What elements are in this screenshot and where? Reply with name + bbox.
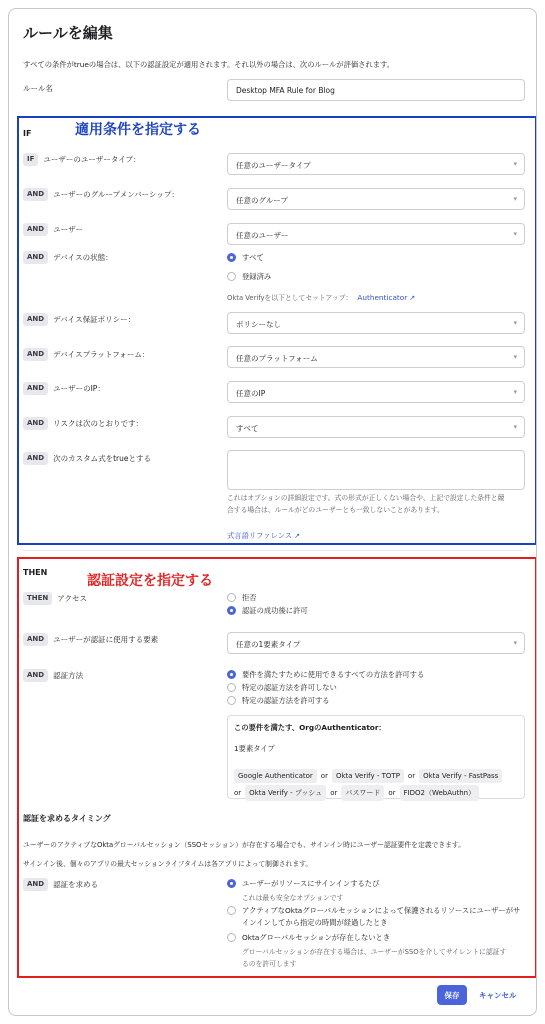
access-deny-label: 拒否 xyxy=(242,593,257,602)
ip-select[interactable] xyxy=(227,381,525,403)
access-deny-radio[interactable] xyxy=(227,593,236,602)
condition-device-state-label xyxy=(23,251,113,264)
save-button[interactable]: 保存 xyxy=(437,985,467,1005)
and-tag: AND xyxy=(23,669,48,682)
condition-label: デバイスプラットフォーム： xyxy=(53,350,150,359)
method-option-label: 要件を満たすために使用できるすべての方法を許可する xyxy=(242,670,425,679)
then-annotation: 認証設定を指定する xyxy=(87,573,213,589)
authenticator-chip: FIDO2（WebAuthn） xyxy=(400,785,480,801)
condition-label: ユーザーのIP： xyxy=(53,384,105,393)
condition-assurance-label xyxy=(23,313,135,326)
page-description: すべての条件がtrueの場合は、以下の認証設定が適用されます。それ以外の場合は、次のルールが評価されます。 xyxy=(23,60,395,69)
method-all-radio[interactable] xyxy=(227,670,236,679)
authenticator-chip: パスワード xyxy=(341,785,384,801)
and-tag: AND xyxy=(23,452,48,465)
reauth-every-signin-radio[interactable] xyxy=(227,879,236,888)
or-text: or xyxy=(234,789,242,797)
condition-label: リスクは次のとおりです： xyxy=(53,419,143,428)
condition-label: アクセス xyxy=(57,594,88,603)
and-tag: AND xyxy=(23,251,48,264)
timing-paragraph-2: サインイン後、個々のアプリの最大セッションライフタイムは各アプリによって制御されます。 xyxy=(23,860,313,868)
chevron-down-icon: ▾ xyxy=(513,423,517,431)
access-allow-label: 認証の成功後に許可 xyxy=(242,606,308,615)
condition-label: ユーザーのグループメンバーシップ： xyxy=(53,190,179,199)
condition-label: ユーザーのユーザータイプ： xyxy=(43,155,141,164)
chevron-down-icon: ▾ xyxy=(513,230,517,238)
chevron-down-icon: ▾ xyxy=(513,319,517,327)
if-heading: IF xyxy=(23,129,32,138)
factor-label xyxy=(23,633,158,646)
expression-help-line1: これはオプションの詳細設定です。式の形式が正しくない場合や、上記で設定した条件と競 xyxy=(227,494,505,502)
chevron-down-icon: ▾ xyxy=(513,388,517,396)
or-text: or xyxy=(320,772,328,780)
timing-paragraph-1: ユーザーのアクティブなOktaグローバルセッション（SSOセッション）が存在する場合でも、サインイン時にユーザー認証要件を定義できます。 xyxy=(23,841,465,849)
reauth-elapsed-radio[interactable] xyxy=(227,906,236,915)
and-tag: AND xyxy=(23,348,48,361)
condition-risk-label xyxy=(23,417,143,430)
or-text: or xyxy=(407,772,416,780)
hint-text: Okta Verifyを以下としてセットアップ： xyxy=(227,294,353,302)
if-annotation: 適用条件を指定する xyxy=(75,122,201,138)
timing-heading: 認証を求めるタイミング xyxy=(23,814,111,823)
access-allow-radio[interactable] xyxy=(227,606,236,615)
method-option-label: 特定の認証方法を許可する xyxy=(242,696,330,705)
select-value: 任意の1要素タイプ xyxy=(236,640,301,649)
condition-label: ユーザーが認証に使用する要素 xyxy=(53,635,159,644)
select-value: 任意のユーザー xyxy=(236,231,289,240)
rule-name-value: Desktop MFA Rule for Blog xyxy=(236,86,335,95)
condition-user-label xyxy=(23,223,83,236)
condition-expression-label xyxy=(23,452,151,465)
condition-label: デバイス保証ポリシー： xyxy=(53,315,136,324)
condition-label: ユーザー xyxy=(53,225,84,234)
select-value: 任意のプラットフォーム xyxy=(236,354,318,363)
rule-name-label: ルール名 xyxy=(23,84,53,93)
condition-label: デバイスの状態： xyxy=(53,253,113,262)
reauth-elapsed-label-1: アクティブなOktaグローバルセッションによって保護されるリソースにユーザーがサ xyxy=(242,906,521,915)
and-tag: AND xyxy=(23,417,48,430)
authenticator-link[interactable]: Authenticator xyxy=(357,293,408,302)
and-tag: AND xyxy=(23,633,48,646)
or-text: or xyxy=(330,789,338,797)
select-value: 任意のユーザータイプ xyxy=(236,161,311,170)
condition-label: 認証を求める xyxy=(53,880,99,889)
platform-select[interactable] xyxy=(227,346,525,368)
expression-reference-link[interactable]: 式言語リファレンス xyxy=(227,531,293,540)
risk-select[interactable] xyxy=(227,416,525,438)
condition-platform-label xyxy=(23,348,149,361)
user-type-select[interactable] xyxy=(227,153,525,175)
method-allow-specific-radio[interactable] xyxy=(227,696,236,705)
condition-user-type-label xyxy=(23,153,141,166)
authenticator-chip: Okta Verify - FastPass xyxy=(419,769,502,783)
page-title: ルールを編集 xyxy=(23,24,113,42)
select-value: ポリシーなし xyxy=(236,320,281,329)
rule-name-input[interactable] xyxy=(227,79,525,101)
expression-help-line2: 合する場合は、ルールがどのユーザーとも一致しないことがあります。 xyxy=(227,506,444,514)
authenticator-row-2 xyxy=(234,780,479,801)
device-state-all-radio[interactable] xyxy=(227,253,236,262)
and-tag: AND xyxy=(23,188,48,201)
user-select[interactable] xyxy=(227,223,525,245)
then-tag: THEN xyxy=(23,592,52,605)
reauth-label xyxy=(23,878,98,891)
okta-verify-hint xyxy=(227,285,415,304)
select-value: 任意のグループ xyxy=(236,196,288,205)
and-tag: AND xyxy=(23,382,48,395)
authenticator-requirements-box xyxy=(227,715,525,799)
if-tag: IF xyxy=(23,153,38,166)
authenticator-box-title: この要件を満たす、OrgのAuthenticator： xyxy=(234,723,386,732)
and-tag: AND xyxy=(23,223,48,236)
device-state-registered-radio[interactable] xyxy=(227,272,236,281)
reauth-elapsed-label-2: インインしてから指定の時間が経過したとき xyxy=(242,918,388,927)
condition-ip-label xyxy=(23,382,105,395)
chevron-down-icon: ▾ xyxy=(513,195,517,203)
custom-expression-input[interactable] xyxy=(227,450,525,490)
condition-group-label xyxy=(23,188,179,201)
group-select[interactable] xyxy=(227,188,525,210)
reauth-no-session-hint-2: るのを許可します xyxy=(242,960,297,968)
select-value: 任意のIP xyxy=(236,389,266,398)
or-text: or xyxy=(388,789,396,797)
method-disallow-radio[interactable] xyxy=(227,683,236,692)
external-link-icon: ↗ xyxy=(294,532,300,540)
access-label xyxy=(23,592,87,605)
expression-reference xyxy=(227,523,300,542)
section-divider xyxy=(23,550,523,551)
factor-select[interactable] xyxy=(227,632,525,654)
device-state-all-label: すべて xyxy=(242,253,264,262)
chevron-down-icon: ▾ xyxy=(513,353,517,361)
authenticator-chip: Okta Verify - プッシュ xyxy=(245,785,326,801)
device-state-registered-label: 登録済み xyxy=(242,272,272,281)
condition-label: 次のカスタム式をtrueとする xyxy=(53,454,151,463)
then-heading: THEN xyxy=(23,568,48,577)
method-option-label: 特定の認証方法を許可しない xyxy=(242,683,337,692)
chevron-down-icon: ▾ xyxy=(513,639,517,647)
reauth-no-session-hint-1: グローバルセッションが存在する場合は、ユーザーがSSOを介してサイレントに認証す xyxy=(242,948,507,956)
authenticator-chip: Okta Verify - TOTP xyxy=(332,769,404,783)
condition-label: 認証方法 xyxy=(53,671,84,680)
cancel-button[interactable]: キャンセル xyxy=(479,990,517,1000)
authenticator-box-subtitle: 1要素タイプ xyxy=(234,744,275,753)
and-tag: AND xyxy=(23,878,48,891)
select-value: すべて xyxy=(236,424,259,433)
edit-rule-dialog xyxy=(8,8,537,1016)
assurance-policy-select[interactable] xyxy=(227,312,525,334)
reauth-no-session-radio[interactable] xyxy=(227,933,236,942)
reauth-no-session-label: Oktaグローバルセッションが存在しないとき xyxy=(242,933,391,942)
chevron-down-icon: ▾ xyxy=(513,160,517,168)
external-link-icon: ↗ xyxy=(409,294,416,302)
reauth-every-signin-hint: これは最も安全なオプションです xyxy=(242,894,344,902)
methods-label xyxy=(23,669,83,682)
authenticator-chip: Google Authenticator xyxy=(234,769,317,783)
reauth-every-signin-label: ユーザーがリソースにサインインするたび xyxy=(242,879,380,888)
and-tag: AND xyxy=(23,313,48,326)
